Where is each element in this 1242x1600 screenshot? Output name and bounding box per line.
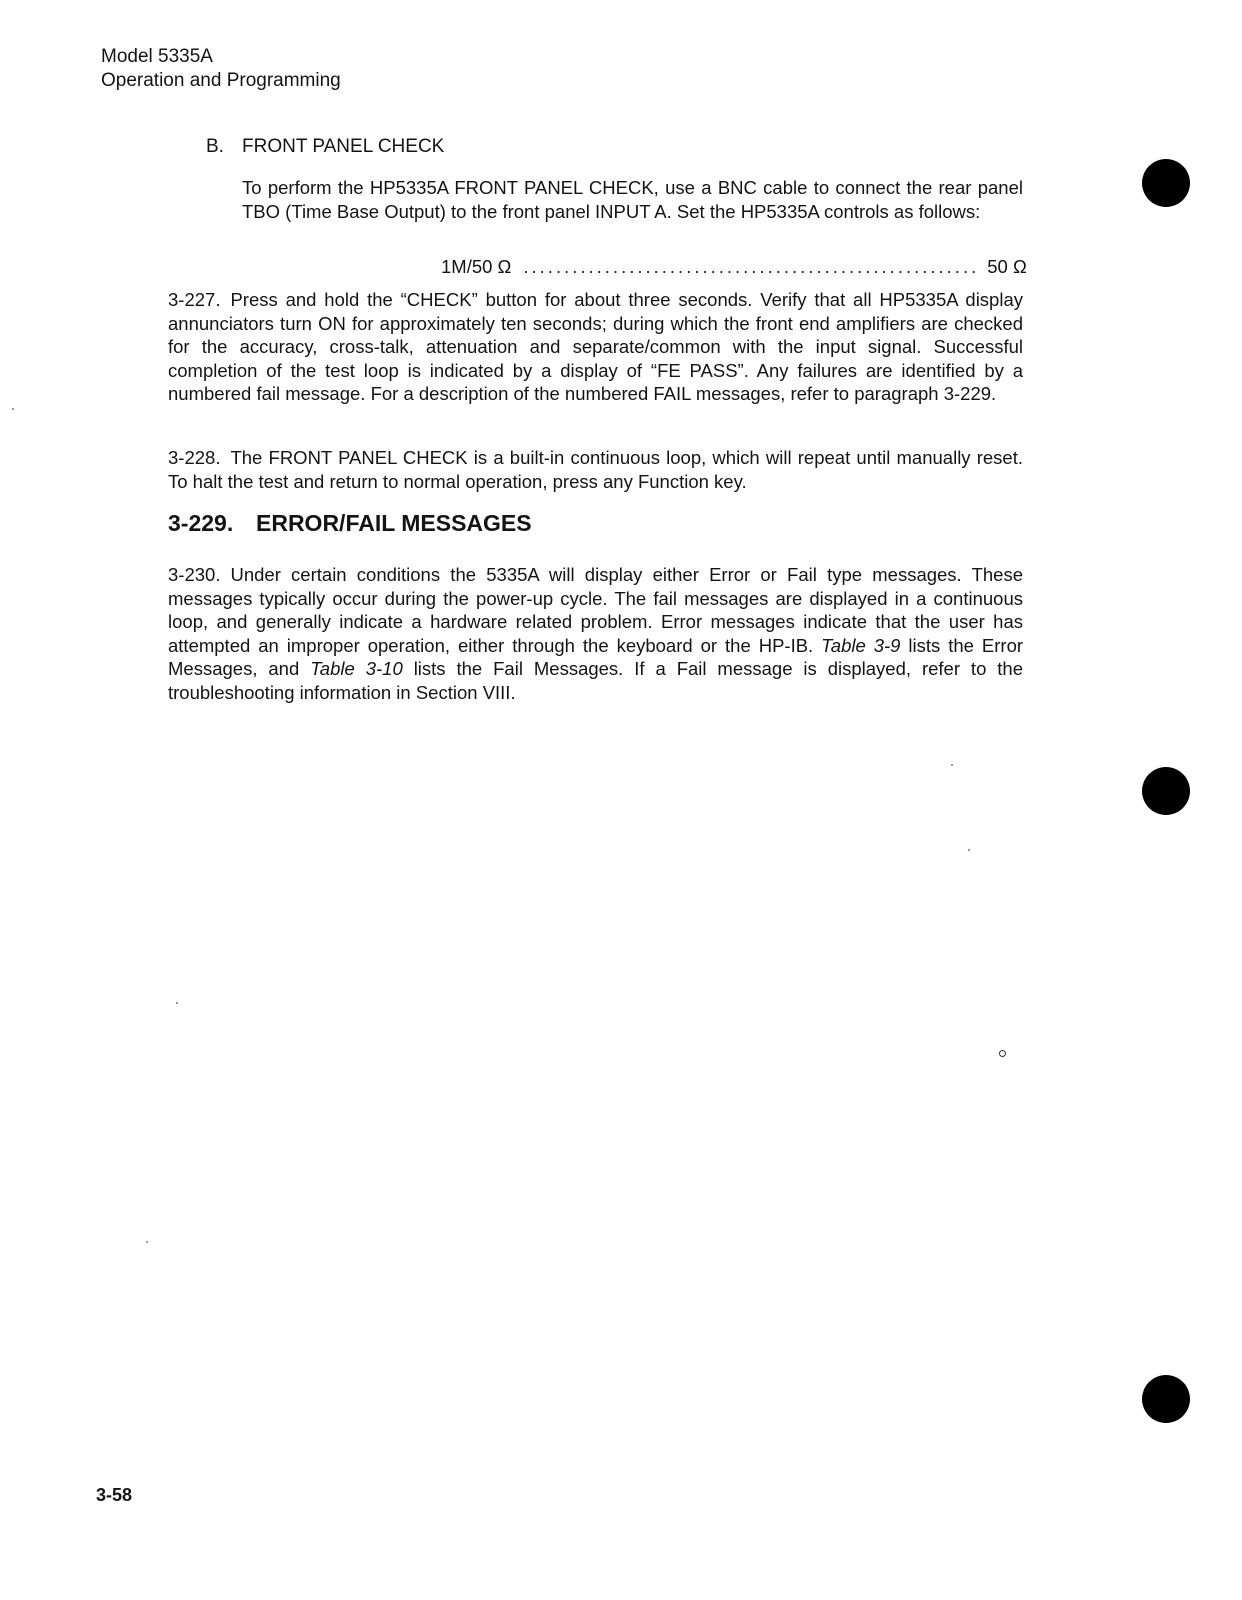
paragraph-text: Press and hold the “CHECK” button for about three seconds. Verify that all HP5335A display annunciators turn ON for approximately ten seconds; during which the front end amplifiers are checked for the accuracy, cross-talk, attenuation and separate/common with the input signal. Successful completion of the test loop is indicated by a display of “FE PASS”. Any failures are identified by a numbered fail message. For a description of the numbered FAIL messages, refer to paragraph 3-229. bbox=[168, 289, 1023, 404]
setting-row bbox=[441, 256, 1027, 278]
binder-hole-top bbox=[1142, 159, 1190, 207]
paragraph-number: 3-230. bbox=[168, 564, 221, 585]
section-b-label: B. bbox=[206, 136, 224, 157]
scan-speck bbox=[968, 849, 970, 851]
section-b-title: FRONT PANEL CHECK bbox=[242, 136, 445, 157]
section-heading bbox=[168, 510, 532, 537]
heading-number: 3-229. bbox=[168, 510, 234, 536]
setting-control: 1M/50 Ω bbox=[441, 256, 512, 277]
model-label: Model 5335A bbox=[101, 46, 213, 67]
paragraph-number: 3-227. bbox=[168, 289, 221, 310]
scan-speck bbox=[951, 764, 953, 766]
table-3-9-ref: Table 3-9 bbox=[821, 634, 901, 656]
section-b-intro: To perform the HP5335A FRONT PANEL CHECK, use a BNC cable to connect the rear panel TBO (Time Base Output) to the front panel INPUT A. Set the HP5335A controls as follows: bbox=[242, 177, 1023, 222]
paragraph-text-part1: Under certain conditions the 5335A will display either Error or Fail type messages. These messages typically occur during the power-up cycle. The fail messages are displayed in a continuous loop, and generally indicate a hardware related problem. Error messages indicate that the user has attempted an improper operation, either through the keyboard or the HP-IB. bbox=[168, 564, 1023, 656]
page-number: 3-58 bbox=[96, 1485, 133, 1505]
scan-speck bbox=[176, 1002, 178, 1004]
paragraph-3-230 bbox=[168, 563, 1023, 704]
scan-speck bbox=[12, 408, 14, 410]
setting-value: 50 Ω bbox=[987, 256, 1027, 277]
paragraph-text-part3: lists the Fail Messages. If a Fail message is displayed, refer to the troubleshooting information in Section VIII. bbox=[168, 658, 1024, 703]
heading-title: ERROR/FAIL MESSAGES bbox=[256, 510, 532, 536]
paragraph-number: 3-228. bbox=[168, 447, 221, 468]
scan-ring-mark bbox=[999, 1050, 1006, 1057]
paragraph-text: The FRONT PANEL CHECK is a built-in continuous loop, which will repeat until manually reset. To halt the test and return to normal operation, press any Function key. bbox=[168, 447, 1023, 492]
header-subtitle: Operation and Programming bbox=[101, 70, 341, 91]
table-3-10-ref: Table 3-10 bbox=[310, 658, 403, 679]
leader-dots: ........................................................ bbox=[523, 256, 980, 277]
binder-hole-middle bbox=[1142, 767, 1190, 815]
paragraph-3-227 bbox=[168, 288, 1023, 406]
paragraph-3-228 bbox=[168, 446, 1023, 493]
paragraph-text-part2: lists the Error Messages, and bbox=[168, 634, 1024, 679]
scan-speck bbox=[146, 1241, 148, 1243]
binder-hole-bottom bbox=[1142, 1375, 1190, 1423]
